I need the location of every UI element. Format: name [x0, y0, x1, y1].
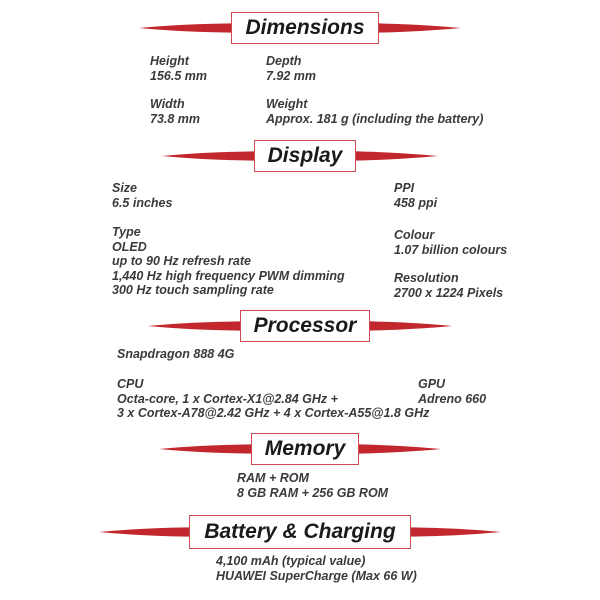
section-header-battery — [0, 515, 600, 549]
section-header-processor — [0, 310, 600, 342]
spec-value: 458 ppi — [394, 195, 438, 210]
spec-value: OLED — [112, 239, 147, 254]
spec-label: Size — [112, 181, 138, 195]
ribbon-right-icon — [411, 525, 501, 539]
spec-value: Adreno 660 — [418, 391, 487, 406]
section-title: Memory — [264, 437, 346, 460]
spec-value: 1,440 Hz high frequency PWM dimming — [112, 268, 345, 283]
spec-colour — [394, 228, 507, 257]
spec-value: 6.5 inches — [112, 195, 173, 210]
spec-resolution — [394, 271, 503, 300]
spec-value: Approx. 181 g (including the battery) — [266, 111, 484, 126]
spec-height — [150, 54, 207, 83]
spec-label: Width — [150, 97, 185, 111]
spec-value: HUAWEI SuperCharge (Max 66 W) — [216, 568, 417, 583]
section-title: Battery & Charging — [204, 520, 396, 543]
spec-gpu — [418, 377, 486, 406]
spec-chipset — [117, 347, 234, 362]
section-header-display — [0, 140, 600, 172]
spec-value: up to 90 Hz refresh rate — [112, 254, 251, 268]
spec-label: Weight — [266, 97, 308, 111]
ribbon-left-icon — [99, 525, 189, 539]
spec-value: 3 x Cortex-A78@2.42 GHz + 4 x Cortex-A55@1.8 GHz — [117, 406, 430, 420]
section-title: Processor — [253, 314, 357, 337]
spec-cpu — [117, 377, 429, 421]
spec-label: PPI — [394, 181, 415, 195]
spec-ppi — [394, 181, 437, 210]
spec-value: 4,100 mAh (typical value) — [216, 554, 366, 568]
spec-label: Height — [150, 54, 189, 68]
section-header-memory — [0, 433, 600, 465]
spec-battery — [216, 554, 417, 583]
section-title-box — [189, 515, 410, 549]
section-title-box — [251, 433, 360, 465]
ribbon-left-icon — [139, 21, 231, 35]
spec-value: 1.07 billion colours — [394, 242, 508, 257]
spec-value: 2700 x 1224 Pixels — [394, 285, 504, 300]
spec-weight — [266, 97, 483, 126]
section-title-box — [254, 140, 357, 172]
spec-value: 300 Hz touch sampling rate — [112, 283, 274, 297]
ribbon-left-icon — [159, 442, 251, 456]
spec-label: GPU — [418, 377, 446, 391]
spec-value: Snapdragon 888 4G — [117, 347, 235, 361]
spec-label: Depth — [266, 54, 302, 68]
section-title-box — [240, 310, 371, 342]
spec-size — [112, 181, 172, 210]
ribbon-left-icon — [162, 149, 254, 163]
spec-label: RAM + ROM — [237, 471, 309, 485]
section-header-dimensions — [0, 12, 600, 44]
spec-label: Resolution — [394, 271, 459, 285]
ribbon-right-icon — [370, 319, 452, 333]
spec-label: Colour — [394, 228, 435, 242]
spec-ram-rom — [237, 471, 388, 500]
ribbon-right-icon — [359, 442, 441, 456]
spec-value: Octa-core, 1 x Cortex-X1@2.84 GHz + — [117, 391, 338, 406]
spec-value: 8 GB RAM + 256 GB ROM — [237, 485, 389, 500]
section-title-box — [231, 12, 378, 44]
ribbon-right-icon — [356, 149, 438, 163]
spec-value: 7.92 mm — [266, 68, 317, 83]
spec-type — [112, 225, 345, 298]
ribbon-left-icon — [148, 319, 240, 333]
spec-value: 156.5 mm — [150, 68, 207, 83]
spec-depth — [266, 54, 316, 83]
ribbon-right-icon — [379, 21, 461, 35]
spec-label: Type — [112, 225, 141, 239]
section-title: Display — [267, 144, 343, 167]
section-title: Dimensions — [245, 16, 365, 39]
spec-label: CPU — [117, 377, 144, 391]
spec-value: 73.8 mm — [150, 111, 201, 126]
spec-width — [150, 97, 200, 126]
